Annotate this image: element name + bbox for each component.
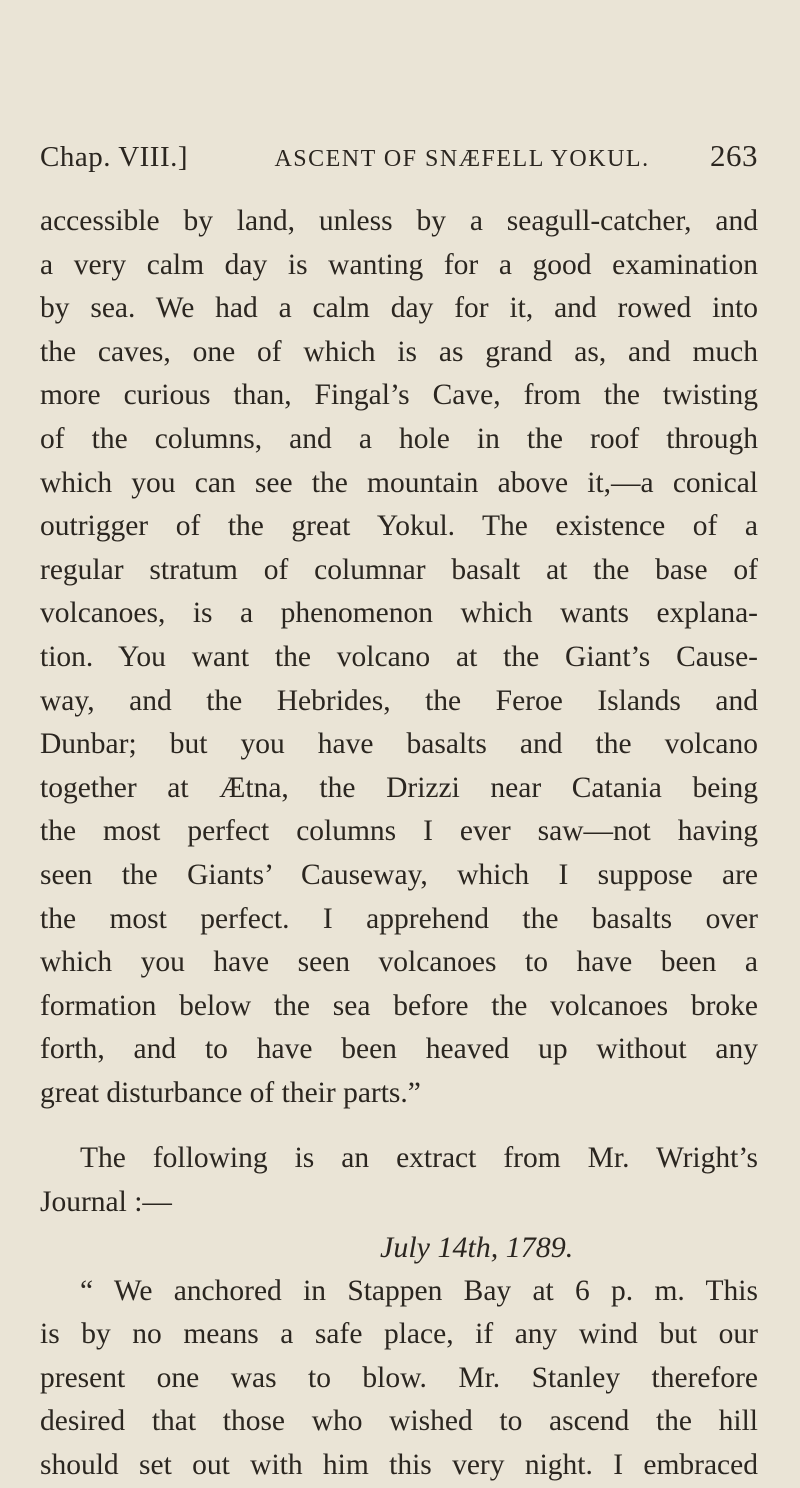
- text-line: is by no means a safe place, if any wind but our: [40, 1318, 758, 1351]
- text-line: which you can see the mountain above it,—a conical: [40, 466, 758, 499]
- text-line: formation below the sea before the volcanoes broke: [40, 989, 758, 1022]
- text-line: of the columns, and a hole in the roof through: [40, 422, 758, 455]
- paragraph-quote-end: [40, 200, 758, 1115]
- running-title: ASCENT OF SNÆFELL YOKUL.: [274, 146, 650, 172]
- text-line: the caves, one of which is as grand as, and much: [40, 335, 758, 368]
- text-line: by sea. We had a calm day for it, and rowed into: [40, 292, 758, 325]
- body-text: [40, 200, 758, 1488]
- text-line: regular stratum of columnar basalt at the base of: [40, 553, 758, 586]
- paragraph-journal-entry: [40, 1270, 758, 1488]
- text-line: The following is an extract from Mr. Wright’s: [80, 1142, 758, 1175]
- journal-date: July 14th, 1789.: [380, 1230, 574, 1264]
- text-line: accessible by land, unless by a seagull-catcher, and: [40, 205, 758, 237]
- text-line: way, and the Hebrides, the Feroe Islands and: [40, 684, 758, 717]
- text-line: more curious than, Fingal’s Cave, from the twisting: [40, 379, 758, 412]
- running-head: [40, 138, 758, 186]
- text-line: should set out with him this very night. I embraced: [40, 1449, 758, 1482]
- text-line: seen the Giants’ Causeway, which I suppose are: [40, 858, 758, 891]
- text-line: Journal :—: [40, 1186, 172, 1219]
- paragraph-gap: [40, 1115, 758, 1137]
- text-line: the most perfect. I apprehend the basalts over: [40, 902, 758, 935]
- text-line: Dunbar; but you have basalts and the volcano: [40, 728, 758, 761]
- text-line: volcanoes, is a phenomenon which wants explana-: [40, 597, 758, 630]
- text-line: outrigger of the great Yokul. The existence of a: [40, 510, 758, 543]
- text-line: present one was to blow. Mr. Stanley therefore: [40, 1361, 758, 1394]
- text-line: tion. You want the volcano at the Giant’s Cause-: [40, 640, 758, 673]
- chapter-label: Chap. VIII.]: [40, 141, 189, 173]
- text-line: together at Ætna, the Drizzi near Catania being: [40, 771, 758, 804]
- text-line: which you have seen volcanoes to have been a: [40, 946, 758, 979]
- text-line: forth, and to have been heaved up without any: [40, 1033, 758, 1066]
- text-line: desired that those who wished to ascend the hill: [40, 1405, 758, 1438]
- paragraph-journal-intro: [40, 1137, 758, 1224]
- text-line: “ We anchored in Stappen Bay at 6 p. m. This: [80, 1274, 758, 1307]
- text-line: the most perfect columns I ever saw—not having: [40, 815, 758, 848]
- text-line: great disturbance of their parts.”: [40, 1076, 421, 1109]
- text-line: a very calm day is wanting for a good examination: [40, 248, 758, 281]
- page-number: 263: [710, 138, 758, 173]
